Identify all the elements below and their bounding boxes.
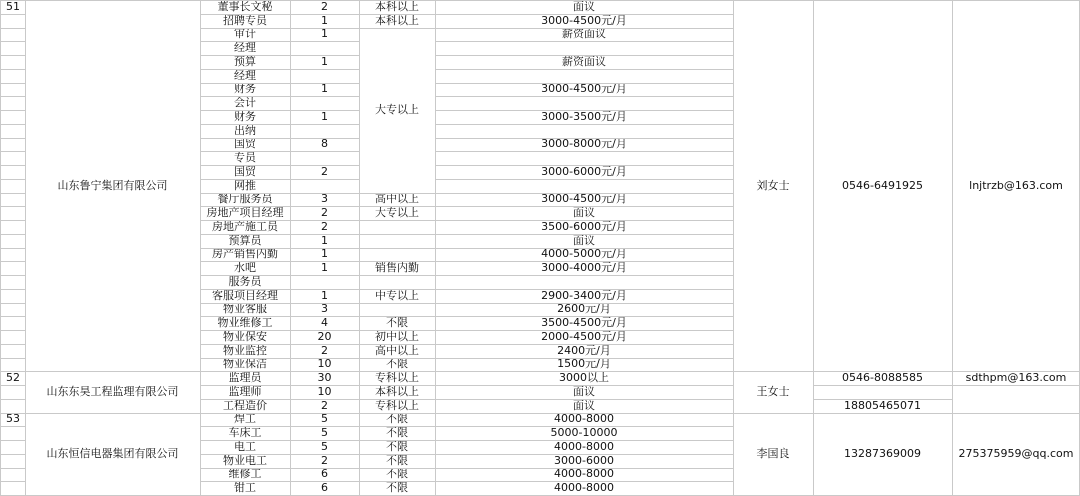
row-divider — [435, 440, 733, 441]
row-divider — [200, 220, 359, 221]
row-divider — [435, 138, 733, 139]
education-requirement: 大专以上 — [375, 103, 419, 116]
row-divider — [359, 413, 435, 414]
row-divider — [0, 385, 25, 386]
position-title: 钳工 — [234, 481, 256, 495]
position-title: 工程造价 — [223, 398, 267, 412]
row-divider — [0, 83, 25, 84]
row-divider — [0, 454, 25, 455]
headcount: 2 — [321, 343, 328, 357]
position-title: 财务 — [234, 110, 256, 123]
education-requirement: 不限 — [386, 412, 408, 426]
headcount: 1 — [321, 288, 328, 302]
row-divider — [435, 481, 733, 482]
row-divider — [359, 371, 435, 372]
education-requirement: 不限 — [386, 426, 408, 440]
row-divider — [200, 399, 359, 400]
row-divider — [435, 275, 733, 276]
row-divider — [359, 14, 435, 15]
row-divider — [200, 0, 359, 1]
row-divider — [200, 193, 359, 194]
headcount: 1 — [321, 13, 328, 27]
contact-email: sdthpm@163.com — [965, 371, 1067, 385]
headcount: 1 — [321, 82, 328, 96]
row-divider — [0, 371, 25, 372]
row-divider — [0, 248, 25, 249]
headcount: 5 — [321, 440, 328, 453]
position-title: 预算员 — [228, 233, 262, 247]
row-divider — [435, 220, 733, 221]
headcount: 1 — [321, 110, 328, 123]
row-divider — [200, 83, 359, 84]
education-requirement: 不限 — [386, 440, 408, 453]
row-divider — [435, 165, 733, 166]
company-name: 山东鲁宁集团有限公司 — [57, 178, 168, 192]
row-divider — [200, 261, 359, 262]
salary: 4000-8000 — [554, 412, 614, 426]
headcount: 10 — [317, 357, 332, 371]
column-divider — [0, 0, 1, 495]
position-title: 经理 — [234, 68, 256, 82]
headcount: 2 — [321, 453, 328, 467]
row-divider — [435, 303, 733, 304]
position-title: 电工 — [234, 440, 256, 453]
row-divider — [200, 206, 359, 207]
headcount: 3 — [321, 302, 328, 316]
position-title: 维修工 — [228, 467, 262, 481]
salary: 5000-10000 — [550, 426, 618, 440]
row-divider — [0, 303, 25, 304]
row-divider — [435, 110, 733, 111]
row-divider — [0, 275, 25, 276]
row-divider — [0, 206, 25, 207]
row-divider — [0, 41, 25, 42]
row-divider — [435, 385, 733, 386]
row-divider — [359, 234, 435, 235]
row-divider — [200, 55, 359, 56]
row-divider — [0, 468, 25, 469]
education-requirement: 不限 — [386, 316, 408, 330]
row-divider — [359, 399, 435, 400]
row-divider — [200, 110, 359, 111]
salary: 3000-6000元/月 — [541, 165, 627, 178]
education-requirement: 专科以上 — [375, 371, 419, 385]
contact-person: 李国良 — [756, 446, 790, 460]
row-divider — [435, 234, 733, 235]
row-divider — [0, 0, 25, 1]
row-divider — [359, 440, 435, 441]
row-divider — [200, 165, 359, 166]
row-divider — [200, 316, 359, 317]
position-title: 经理 — [234, 41, 256, 55]
contact-phone: 0546-6491925 — [842, 178, 923, 192]
salary: 3000-6000 — [554, 453, 614, 467]
row-divider — [435, 83, 733, 84]
row-divider — [0, 481, 25, 482]
column-divider — [25, 0, 26, 495]
row-divider — [0, 413, 25, 414]
salary: 4000-5000元/月 — [541, 247, 627, 261]
row-divider — [0, 110, 25, 111]
row-divider — [200, 303, 359, 304]
position-title: 物业客服 — [223, 302, 267, 316]
row-divider — [200, 179, 359, 180]
salary: 面议 — [573, 385, 595, 398]
education-requirement: 不限 — [386, 481, 408, 495]
headcount: 10 — [317, 385, 332, 398]
education-requirement: 销售内勤 — [375, 261, 419, 275]
position-title: 董事长文秘 — [217, 0, 273, 13]
row-divider — [435, 41, 733, 42]
row-divider — [0, 28, 25, 29]
row-divider — [200, 481, 359, 482]
headcount: 8 — [321, 137, 328, 151]
salary: 3000-4500元/月 — [541, 13, 627, 27]
position-title: 服务员 — [228, 275, 262, 288]
position-title: 物业保安 — [223, 330, 267, 343]
education-requirement: 中专以上 — [375, 288, 419, 302]
salary: 薪资面议 — [562, 27, 606, 41]
education-requirement: 高中以上 — [375, 343, 419, 357]
headcount: 2 — [321, 206, 328, 220]
contact-email: 275375959@qq.com — [958, 446, 1074, 460]
headcount: 20 — [317, 330, 332, 343]
salary: 2600元/月 — [557, 302, 611, 316]
position-title: 物业保洁 — [223, 357, 267, 371]
salary: 面议 — [573, 233, 595, 247]
salary: 3500-6000元/月 — [541, 220, 627, 233]
headcount: 3 — [321, 192, 328, 206]
salary: 4000-8000 — [554, 440, 614, 453]
row-divider — [435, 289, 733, 290]
salary: 3000-8000元/月 — [541, 137, 627, 151]
row-divider — [200, 330, 359, 331]
row-divider — [200, 413, 359, 414]
row-divider — [200, 358, 359, 359]
row-divider — [435, 55, 733, 56]
row-divider — [0, 426, 25, 427]
position-title: 国贸 — [234, 137, 256, 151]
row-divider — [813, 385, 1080, 386]
row-divider — [359, 193, 435, 194]
position-title: 监理师 — [228, 385, 262, 398]
row-divider — [0, 399, 25, 400]
row-divider — [435, 454, 733, 455]
row-divider — [200, 69, 359, 70]
row-divider — [435, 124, 733, 125]
row-divider — [200, 14, 359, 15]
position-title: 物业维修工 — [217, 316, 273, 330]
column-divider — [359, 0, 360, 495]
row-divider — [359, 481, 435, 482]
row-divider — [435, 344, 733, 345]
salary: 3000-4000元/月 — [541, 261, 627, 275]
row-divider — [359, 468, 435, 469]
row-divider — [435, 316, 733, 317]
row-divider — [359, 261, 435, 262]
salary: 3000-3500元/月 — [541, 110, 627, 123]
education-requirement: 专科以上 — [375, 398, 419, 412]
company-index: 53 — [6, 412, 20, 426]
salary: 3000-4500元/月 — [541, 82, 627, 96]
row-divider — [435, 179, 733, 180]
contact-phone: 0546-8088585 — [842, 371, 923, 385]
row-divider — [359, 303, 435, 304]
row-divider — [200, 138, 359, 139]
row-divider — [0, 69, 25, 70]
position-title: 水吧 — [234, 261, 256, 275]
salary: 2400元/月 — [557, 343, 611, 357]
position-title: 餐厅服务员 — [217, 192, 273, 206]
position-title: 物业监控 — [223, 343, 267, 357]
row-divider — [200, 426, 359, 427]
row-divider — [0, 289, 25, 290]
education-requirement: 不限 — [386, 467, 408, 481]
position-title: 车床工 — [228, 426, 262, 440]
company-index: 52 — [6, 371, 20, 385]
row-divider — [435, 468, 733, 469]
row-divider — [0, 261, 25, 262]
salary: 3500-4500元/月 — [541, 316, 627, 330]
position-title: 财务 — [234, 82, 256, 96]
position-title: 专员 — [234, 151, 256, 165]
company-name: 山东恒信电器集团有限公司 — [46, 446, 179, 460]
position-title: 物业电工 — [223, 453, 267, 467]
row-divider — [435, 96, 733, 97]
salary: 面议 — [573, 206, 595, 220]
row-divider — [0, 193, 25, 194]
position-title: 房产销售内勤 — [212, 247, 278, 261]
row-divider — [359, 316, 435, 317]
row-divider — [435, 193, 733, 194]
row-divider — [0, 165, 25, 166]
education-requirement: 大专以上 — [375, 206, 419, 220]
contact-person: 王女士 — [756, 384, 790, 398]
row-divider — [435, 426, 733, 427]
row-divider — [359, 0, 435, 1]
row-divider — [0, 55, 25, 56]
salary: 4000-8000 — [554, 467, 614, 481]
row-divider — [359, 28, 435, 29]
row-divider — [200, 96, 359, 97]
row-divider — [0, 440, 25, 441]
row-divider — [200, 454, 359, 455]
row-divider — [0, 14, 25, 15]
row-divider — [359, 275, 435, 276]
row-divider — [813, 399, 952, 400]
row-divider — [435, 28, 733, 29]
row-divider — [359, 358, 435, 359]
contact-phone-2: 18805465071 — [844, 398, 921, 412]
row-divider — [200, 41, 359, 42]
position-title: 网推 — [234, 178, 256, 192]
row-divider — [359, 220, 435, 221]
education-requirement: 本科以上 — [375, 0, 419, 13]
row-divider — [200, 440, 359, 441]
row-divider — [435, 206, 733, 207]
row-divider — [435, 248, 733, 249]
headcount: 5 — [321, 412, 328, 426]
education-requirement: 不限 — [386, 453, 408, 467]
row-divider — [359, 330, 435, 331]
row-divider — [359, 248, 435, 249]
salary: 面议 — [573, 398, 595, 412]
contact-email: lnjtrzb@163.com — [969, 178, 1063, 192]
row-divider — [0, 344, 25, 345]
headcount: 1 — [321, 233, 328, 247]
row-divider — [359, 385, 435, 386]
row-divider — [0, 138, 25, 139]
headcount: 4 — [321, 316, 328, 330]
position-title: 国贸 — [234, 165, 256, 178]
row-divider — [435, 413, 733, 414]
education-requirement: 本科以上 — [375, 385, 419, 398]
row-divider — [0, 358, 25, 359]
education-requirement: 初中以上 — [375, 330, 419, 343]
company-index: 51 — [6, 0, 20, 13]
row-divider — [200, 28, 359, 29]
row-divider — [435, 399, 733, 400]
row-divider — [200, 275, 359, 276]
row-divider — [200, 371, 359, 372]
row-divider — [200, 468, 359, 469]
headcount: 5 — [321, 426, 328, 440]
position-title: 招聘专员 — [223, 13, 267, 27]
salary: 3000以上 — [559, 371, 609, 385]
row-divider — [0, 151, 25, 152]
headcount: 30 — [317, 371, 332, 385]
position-title: 审计 — [234, 27, 256, 41]
position-title: 监理员 — [228, 371, 262, 385]
position-title: 客服项目经理 — [212, 288, 278, 302]
row-divider — [200, 248, 359, 249]
headcount: 1 — [321, 261, 328, 275]
position-title: 房地产施工员 — [212, 220, 278, 233]
row-divider — [0, 316, 25, 317]
row-divider — [359, 454, 435, 455]
row-divider — [0, 179, 25, 180]
salary: 1500元/月 — [557, 357, 611, 371]
row-divider — [435, 371, 733, 372]
row-divider — [435, 358, 733, 359]
row-divider — [359, 289, 435, 290]
row-divider — [200, 289, 359, 290]
row-divider — [200, 124, 359, 125]
position-title: 预算 — [234, 55, 256, 68]
row-divider — [359, 206, 435, 207]
row-divider — [359, 344, 435, 345]
row-divider — [0, 330, 25, 331]
row-divider — [0, 96, 25, 97]
headcount: 2 — [321, 165, 328, 178]
column-divider — [290, 0, 291, 495]
row-divider — [359, 426, 435, 427]
education-requirement: 本科以上 — [375, 13, 419, 27]
salary: 面议 — [573, 0, 595, 13]
salary: 2900-3400元/月 — [541, 288, 627, 302]
column-divider — [733, 0, 734, 495]
headcount: 2 — [321, 0, 328, 13]
column-divider — [813, 0, 814, 495]
salary: 3000-4500元/月 — [541, 192, 627, 206]
salary: 2000-4500元/月 — [541, 330, 627, 343]
position-title: 房地产项目经理 — [206, 206, 284, 220]
contact-person: 刘女士 — [756, 178, 790, 192]
column-divider — [435, 0, 436, 495]
row-divider — [0, 124, 25, 125]
headcount: 6 — [321, 481, 328, 495]
salary: 薪资面议 — [562, 55, 606, 68]
salary: 4000-8000 — [554, 481, 614, 495]
education-requirement: 高中以上 — [375, 192, 419, 206]
row-divider — [200, 344, 359, 345]
headcount: 6 — [321, 467, 328, 481]
headcount: 2 — [321, 220, 328, 233]
position-title: 会计 — [234, 96, 256, 110]
row-divider — [200, 151, 359, 152]
headcount: 2 — [321, 398, 328, 412]
row-divider — [435, 330, 733, 331]
row-divider — [435, 0, 733, 1]
headcount: 1 — [321, 27, 328, 41]
row-divider — [435, 69, 733, 70]
column-divider — [952, 0, 953, 495]
row-divider — [435, 261, 733, 262]
education-requirement: 不限 — [386, 357, 408, 371]
position-title: 焊工 — [234, 412, 256, 426]
row-divider — [200, 234, 359, 235]
position-title: 出纳 — [234, 123, 256, 137]
row-divider — [435, 151, 733, 152]
row-divider — [0, 234, 25, 235]
contact-phone: 13287369009 — [844, 446, 921, 460]
company-name: 山东东昊工程监理有限公司 — [46, 384, 179, 398]
headcount: 1 — [321, 55, 328, 68]
row-divider — [200, 385, 359, 386]
row-divider — [0, 220, 25, 221]
headcount: 1 — [321, 247, 328, 261]
row-divider — [435, 14, 733, 15]
column-divider — [200, 0, 201, 495]
